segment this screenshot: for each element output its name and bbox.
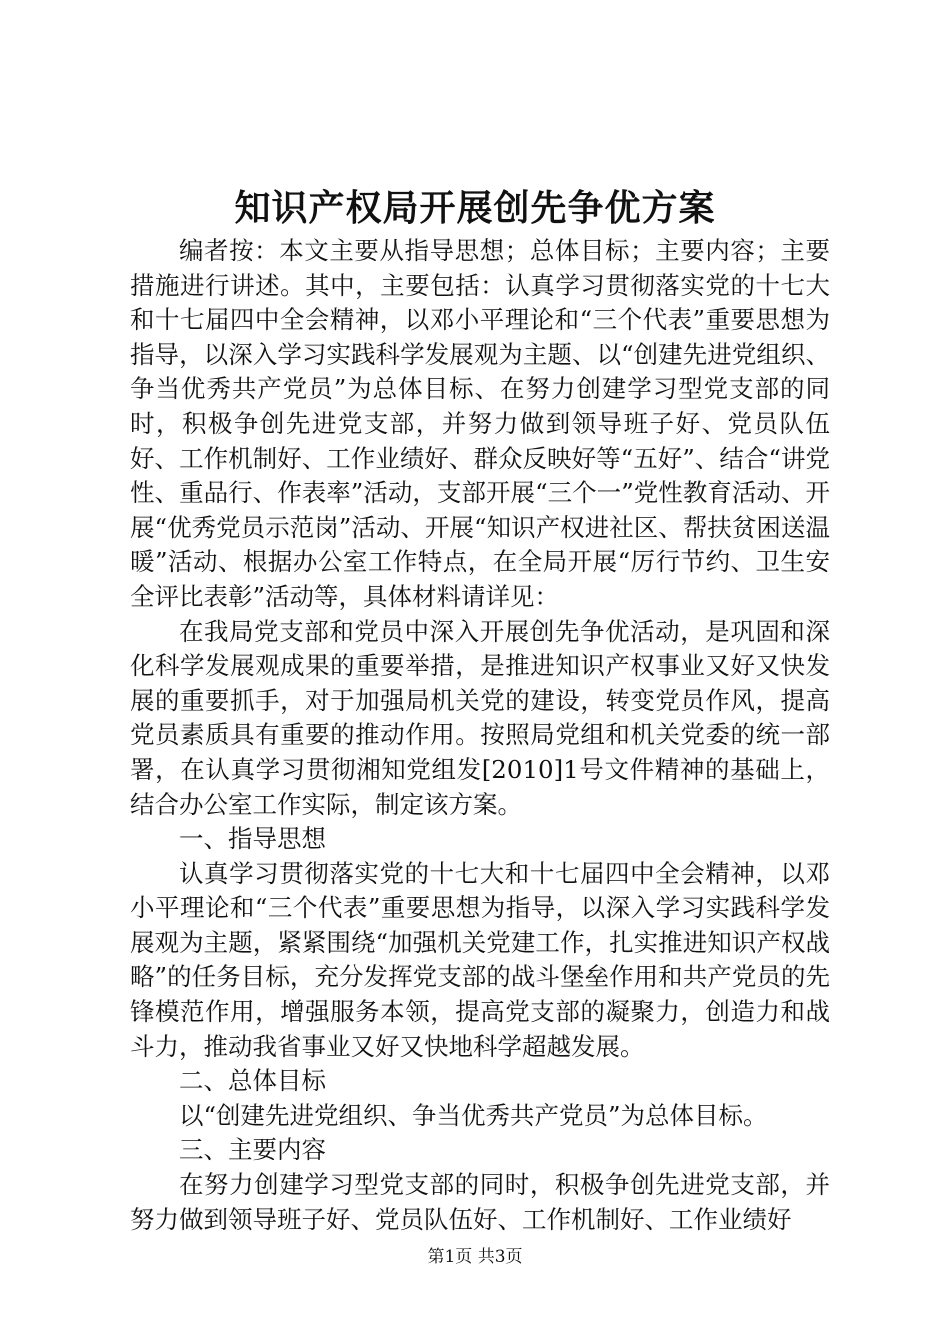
document-body bbox=[130, 234, 830, 1237]
section-heading-main-content: 三、主要内容 bbox=[179, 1135, 326, 1165]
guiding-ideology-paragraph: 认真学习贯彻落实党的十七大和十七届四中全会精神，以邓小平理论和“三个代表”重要思想为指导，以深入学习实践科学发展观为主题，紧紧围绕“加强机关党建工作，扎实推进知识产权战略”的任务目标，充分发挥党支部的战斗堡垒作用和共产党员的先锋模范作用，增强服务本领，提高党支部的凝聚力，创造力和战斗力，推动我省事业又好又快地科学超越发展。 bbox=[130, 858, 830, 1061]
document-title: 知识产权局开展创先争优方案 bbox=[234, 187, 716, 229]
section-heading-overall-goal: 二、总体目标 bbox=[179, 1066, 326, 1096]
editor-note-paragraph: 编者按：本文主要从指导思想；总体目标；主要内容；主要措施进行讲述。其中，主要包括：认真学习贯彻落实党的十七大和十七届四中全会精神，以邓小平理论和“三个代表”重要思想为指导，以深入学习实践科学发展观为主题、以“创建先进党组织、争当优秀共产党员”为总体目标、在努力创建学习型党支部的同时，积极争创先进党支部，并努力做到领导班子好、党员队伍好、工作机制好、工作业绩好、群众反映好等“五好”、结合“讲党性、重品行、作表率”活动，支部开展“三个一”党性教育活动、开展“优秀党员示范岗”活动、开展“知识产权进社区、帮扶贫困送温暖”活动、根据办公室工作特点，在全局开展“厉行节约、卫生安全评比表彰”活动等，具体材料请详见： bbox=[130, 236, 830, 611]
section-heading-guiding-ideology: 一、指导思想 bbox=[179, 824, 326, 854]
intro-paragraph: 在我局党支部和党员中深入开展创先争优活动，是巩固和深化科学发展观成果的重要举措，是推进知识产权事业又好又快发展的重要抓手，对于加强局机关党的建设，转变党员作风，提高党员素质具有重要的推动作用。按照局党组和机关党委的统一部署，在认真学习贯彻湘知党组发[2010]1号文件精神的基础上，结合办公室工作实际，制定该方案。 bbox=[130, 616, 830, 819]
overall-goal-paragraph: 以“创建先进党组织、争当优秀共产党员”为总体目标。 bbox=[179, 1100, 768, 1130]
main-content-paragraph: 在努力创建学习型党支部的同时，积极争创先进党支部，并努力做到领导班子好、党员队伍好、工作机制好、工作业绩好 bbox=[130, 1170, 830, 1234]
page-number-footer: 第1页 共3页 bbox=[427, 1247, 523, 1267]
